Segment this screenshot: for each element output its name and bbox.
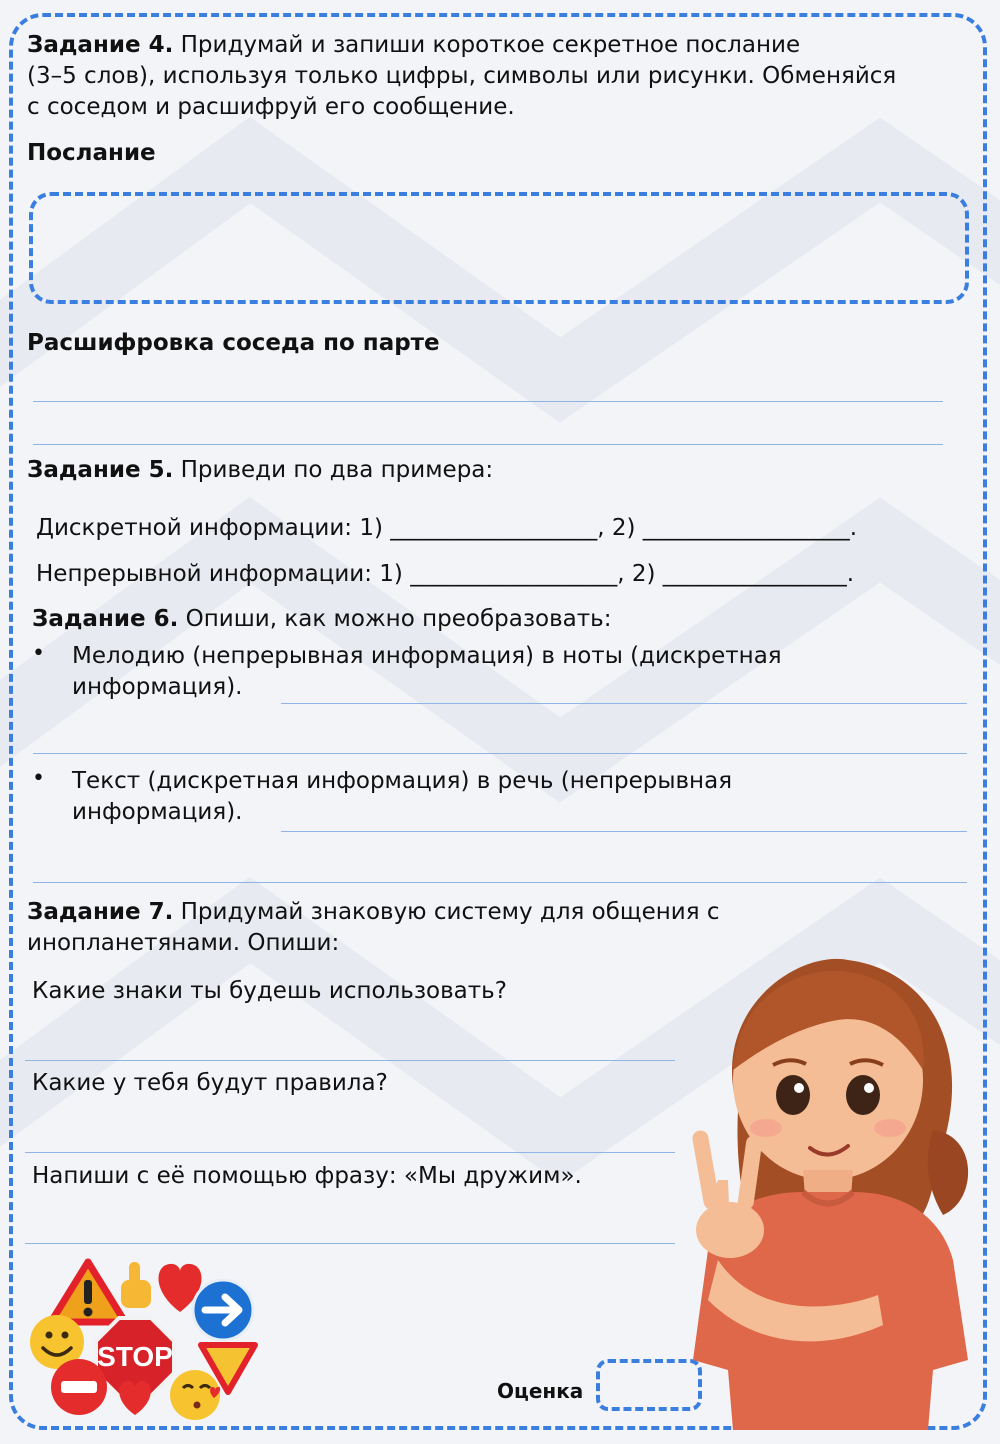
stop-sign-icon — [96, 1318, 174, 1396]
task6-item2-line2: информация). — [72, 799, 243, 825]
task6-item2-line1: Текст (дискретная информация) в речь (непрерывная — [72, 768, 733, 794]
task7-line2: инопланетянами. Опиши: — [27, 930, 340, 956]
arrow-right-sign-icon — [193, 1280, 253, 1340]
task5-text: Приведи по два примера: — [180, 457, 494, 483]
question-phrase: Напиши с её помощью фразу: «Мы дружим». — [32, 1163, 582, 1189]
thumbs-up-icon — [121, 1262, 151, 1308]
task6-text: Опиши, как можно преобразовать: — [185, 606, 612, 632]
discrete-examples-row[interactable]: Дискретной информации: 1) __________________, 2) __________________. — [36, 515, 858, 541]
message-box[interactable] — [29, 192, 969, 304]
rules-answer-line[interactable] — [25, 1152, 675, 1153]
task5-heading — [27, 455, 493, 486]
sign-language-hand-icon — [691, 1129, 764, 1258]
task6-item1-line1: Мелодию (непрерывная информация) в ноты (дискретная — [72, 643, 782, 669]
no-entry-sign-icon — [51, 1359, 107, 1415]
continuous-examples-row[interactable]: Непрерывной информации: 1) __________________, 2) ________________. — [36, 561, 855, 587]
grade-label: Оценка — [497, 1379, 584, 1403]
task4-line1 — [27, 30, 800, 61]
question-rules: Какие у тебя будут правила? — [32, 1070, 388, 1096]
task6-label: Задание 6. — [32, 606, 179, 632]
bullet-1: • — [32, 641, 45, 666]
decode-line-2[interactable] — [33, 444, 943, 445]
decode-heading: Расшифровка соседа по парте — [27, 330, 440, 356]
girl-illustration — [678, 930, 978, 1430]
task7-text: Придумай знаковую систему для общения с — [180, 899, 720, 925]
question-signs: Какие знаки ты будешь использовать? — [32, 978, 507, 1004]
task4-line2: (3–5 слов), используя только цифры, символы или рисунки. Обменяйся — [27, 63, 897, 89]
girl-ponytail — [928, 1130, 968, 1215]
signs-emoji-cluster — [25, 1250, 265, 1425]
task5-label: Задание 5. — [27, 457, 174, 483]
signs-answer-line[interactable] — [25, 1060, 675, 1061]
task4-label: Задание 4. — [27, 32, 174, 58]
bullet-2: • — [32, 766, 45, 791]
phrase-answer-line[interactable] — [25, 1243, 675, 1244]
melody-answer-line-2[interactable] — [33, 753, 967, 754]
message-heading: Послание — [27, 140, 156, 166]
task4-text: Придумай и запиши короткое секретное послание — [180, 32, 801, 58]
melody-answer-line-1[interactable] — [281, 703, 967, 704]
task7-label: Задание 7. — [27, 899, 174, 925]
decode-line-1[interactable] — [33, 401, 943, 402]
speech-answer-line-2[interactable] — [33, 882, 967, 883]
kiss-emoji-icon — [170, 1370, 220, 1420]
task7-line1 — [27, 897, 720, 928]
warning-sign-icon — [51, 1262, 125, 1322]
task6-heading — [32, 604, 611, 635]
stop-sign-text: STOP — [97, 1341, 173, 1372]
task6-item1-line2: информация). — [72, 674, 243, 700]
task4-line3: с соседом и расшифруй его сообщение. — [27, 94, 515, 120]
speech-answer-line-1[interactable] — [281, 831, 967, 832]
